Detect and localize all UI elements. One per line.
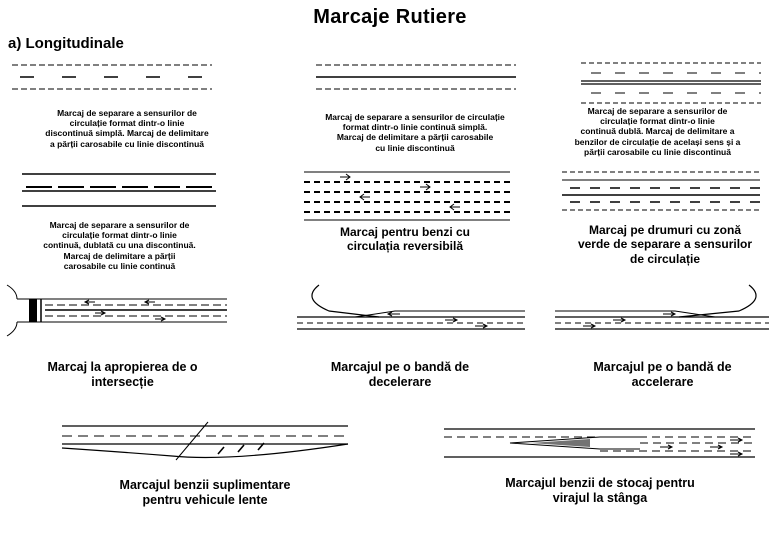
caption-panel-7: Marcaj la apropierea de o intersecție xyxy=(47,360,198,389)
caption-panel-11: Marcajul benzii de stocaj pentru virajul la stânga xyxy=(505,476,695,505)
caption-panel-5: Marcaj pentru benzi cu circulația reversibilă xyxy=(339,225,471,254)
diagram-continuous-with-dashed xyxy=(20,168,220,218)
diagram-double-continuous-separation xyxy=(575,58,770,108)
road-marking-drawing xyxy=(5,283,245,338)
road-marking-drawing xyxy=(310,55,520,105)
page-title: Marcaje Rutiere xyxy=(313,6,467,28)
road-marking-drawing xyxy=(295,283,530,333)
road-marking-drawing xyxy=(58,420,353,465)
diagram-deceleration-lane xyxy=(295,283,530,333)
road-marking-drawing xyxy=(553,283,773,333)
caption-panel-8: Marcajul pe o bandă de decelerare xyxy=(330,360,470,389)
diagram-single-dashed-separation xyxy=(8,55,238,105)
diagram-acceleration-lane xyxy=(553,283,773,333)
road-marking-drawing xyxy=(8,55,238,105)
caption-panel-10: Marcajul benzii suplimentare pentru vehicule lente xyxy=(119,478,291,507)
section-heading: a) Longitudinale xyxy=(8,35,124,52)
diagram-green-median xyxy=(560,168,765,218)
caption-panel-4: Marcaj de separare a sensurilor de circulație format dintr-o linie continuă, dublată cu una discontinuă. Marcaj de delimitare a părții carosabile cu linie continuă xyxy=(43,220,196,271)
road-marking-drawing xyxy=(575,58,770,108)
diagram-left-turn-storage-lane xyxy=(440,423,760,468)
road-marking-drawing xyxy=(440,423,760,468)
caption-panel-3: Marcaj de separare a sensurilor de circulație format dintr-o linie continuă dublă. Marcaj de delimitare a benzilor de circulație de același sens și a părții carosabile cu linie discontinuă xyxy=(574,106,741,157)
caption-panel-9: Marcajul pe o bandă de accelerare xyxy=(593,360,732,389)
caption-panel-1: Marcaj de separare a sensurilor de circulație format dintr-o linie discontinuă simplă. Marcaj de delimitare a părții carosabile cu linie discontinuă xyxy=(45,108,209,149)
diagram-reversible-lanes xyxy=(300,168,520,223)
road-marking-drawing xyxy=(560,168,765,218)
caption-panel-6: Marcaj pe drumuri cu zonă verde de separare a sensurilor de circulație xyxy=(577,223,753,266)
diagram-intersection-approach xyxy=(5,283,245,338)
road-marking-drawing xyxy=(20,168,220,218)
diagram-single-continuous-separation xyxy=(310,55,520,105)
diagram-slow-vehicle-lane xyxy=(58,420,353,465)
road-marking-drawing xyxy=(300,168,520,223)
caption-panel-2: Marcaj de separare a sensurilor de circulație format dintr-o linie continuă simplă. Marcaj de delimitare a părții carosabile cu linie discontinuă xyxy=(325,112,505,153)
